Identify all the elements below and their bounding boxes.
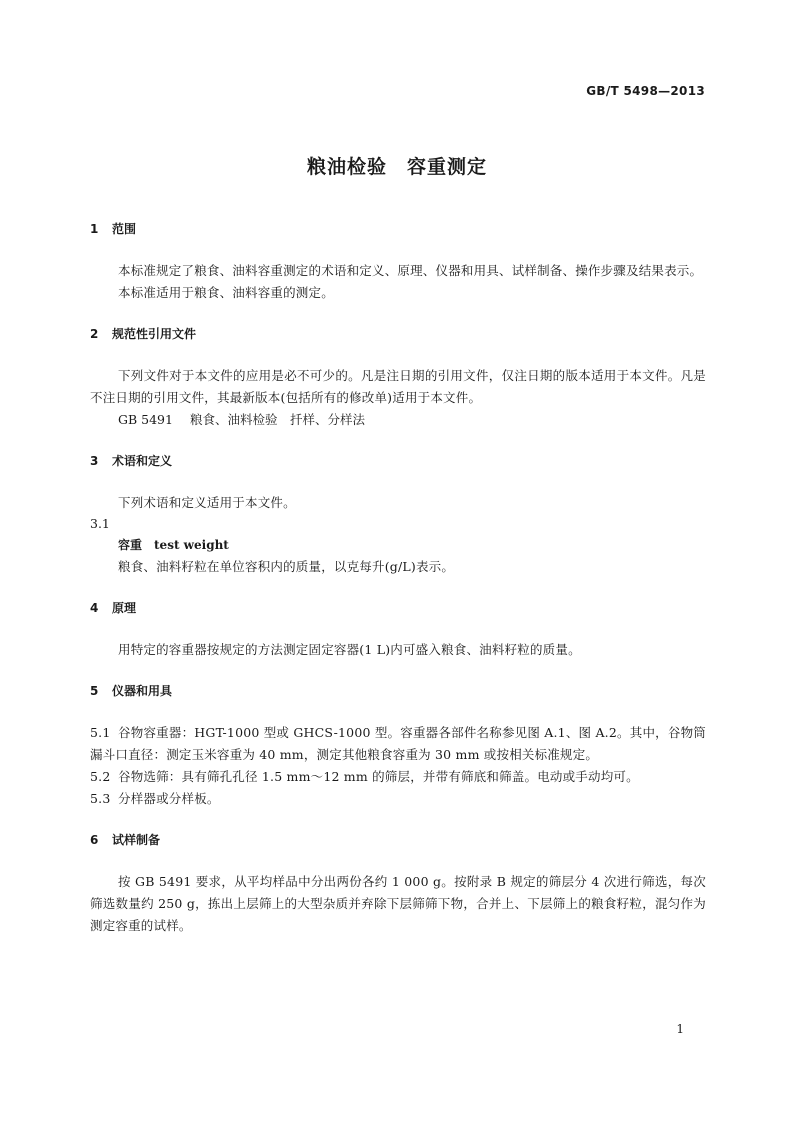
- clause-5-1: [90, 722, 706, 766]
- section-1-paragraph-1: 本标准规定了粮食、油料容重测定的术语和定义、原理、仪器和用具、试样制备、操作步骤及结果表示。: [118, 263, 703, 278]
- reference-title: 粮食、油料检验 扦样、分样法: [190, 412, 366, 427]
- section-3-heading: [90, 451, 706, 471]
- section-title: 规范性引用文件: [112, 327, 197, 341]
- section-title: 范围: [112, 222, 137, 236]
- section-1-paragraph-2: 本标准适用于粮食、油料容重的测定。: [118, 285, 334, 300]
- term-definition: 粮食、油料籽粒在单位容积内的质量，以克每升(g/L)表示。: [118, 559, 455, 574]
- section-5-heading: [90, 681, 706, 701]
- document-body: [90, 219, 706, 937]
- clause-number: 5.1: [90, 725, 111, 740]
- document-title: 粮油检验 容重测定: [306, 156, 487, 178]
- term-entry: [118, 534, 706, 556]
- clause-number: 5.3: [90, 791, 111, 806]
- section-number: 3: [90, 454, 99, 468]
- section-number: 2: [90, 327, 99, 341]
- section-number: 6: [90, 833, 99, 847]
- clause-5-2: [90, 766, 706, 788]
- page-number: 1: [676, 1022, 684, 1036]
- clause-text: 分样器或分样板。: [118, 791, 220, 806]
- term-english: test weight: [154, 538, 229, 552]
- section-2-heading: [90, 324, 706, 344]
- section-4-heading: [90, 598, 706, 618]
- section-title: 仪器和用具: [112, 684, 173, 698]
- section-number: 1: [90, 222, 99, 236]
- subclause-number: 3.1: [90, 516, 110, 531]
- term-chinese: 容重: [118, 538, 143, 552]
- standard-code: GB/T 5498—2013: [586, 84, 705, 98]
- section-title: 试样制备: [112, 833, 161, 847]
- section-2-paragraph-1: 下列文件对于本文件的应用是必不可少的。凡是注日期的引用文件，仅注日期的版本适用于本文件。凡是不注日期的引用文件，其最新版本(包括所有的修改单)适用于本文件。: [90, 368, 706, 405]
- clause-number: 5.2: [90, 769, 111, 784]
- clause-text: 谷物容重器：HGT-1000 型或 GHCS-1000 型。容重器各部件名称参见图 A.1、图 A.2。其中，谷物筒漏斗口直径：测定玉米容重为 40 mm，测定其他粮食容重为 30 mm 或按相关标准规定。: [90, 725, 706, 762]
- clause-text: 谷物选筛：具有筛孔孔径 1.5 mm～12 mm 的筛层，并带有筛底和筛盖。电动或手动均可。: [118, 769, 639, 784]
- section-title: 原理: [112, 601, 137, 615]
- normative-reference: [118, 409, 706, 431]
- section-number: 4: [90, 601, 99, 615]
- section-number: 5: [90, 684, 99, 698]
- section-title: 术语和定义: [112, 454, 173, 468]
- section-6-paragraph-1: 按 GB 5491 要求，从平均样品中分出两份各约 1 000 g。按附录 B 规定的筛层分 4 次进行筛选，每次筛选数量约 250 g，拣出上层筛上的大型杂质并弃除下层筛筛下物，合并上、下层筛上的粮食籽粒，混匀作为测定容重的试样。: [90, 874, 706, 933]
- section-1-heading: [90, 219, 706, 239]
- section-4-paragraph-1: 用特定的容重器按规定的方法测定固定容器(1 L)内可盛入粮食、油料籽粒的质量。: [118, 642, 581, 657]
- section-6-heading: [90, 830, 706, 850]
- section-3-paragraph-1: 下列术语和定义适用于本文件。: [118, 495, 296, 510]
- clause-5-3: [90, 788, 706, 810]
- reference-code: GB 5491: [118, 412, 173, 427]
